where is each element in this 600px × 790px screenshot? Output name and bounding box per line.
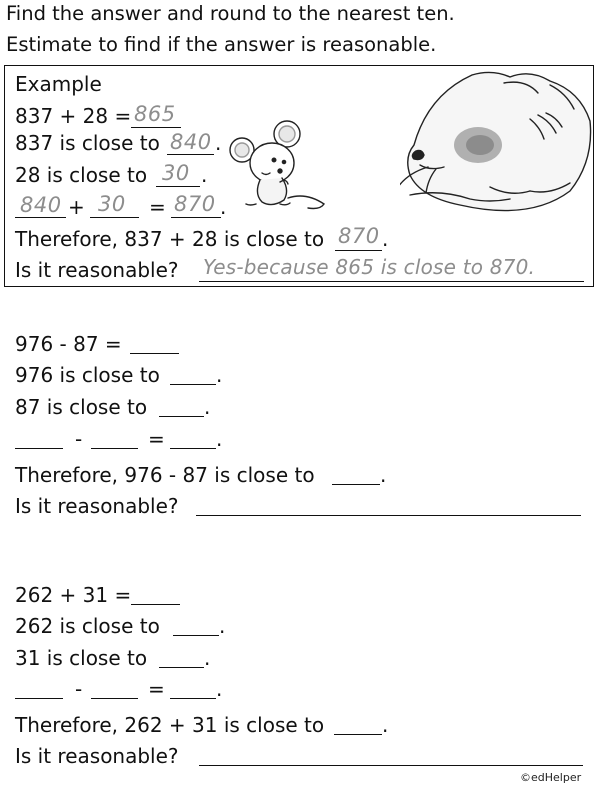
- problem2-therefore: Therefore, 262 + 31 is close to: [15, 713, 325, 737]
- problem2-close2-period: .: [204, 646, 211, 670]
- example-answer: 865: [134, 102, 176, 126]
- example-sum-b: 30: [98, 192, 126, 216]
- example-close1-blank: [167, 154, 214, 155]
- mouse-illustration: [222, 118, 327, 218]
- problem2-close1-blank[interactable]: [173, 635, 219, 636]
- problem1-close1-blank[interactable]: [170, 384, 216, 385]
- problem2-close2-blank[interactable]: [159, 667, 204, 668]
- example-close2-value: 30: [162, 161, 190, 185]
- problem1-close1: 976 is close to: [15, 363, 160, 387]
- example-reasonable-blank: [199, 281, 584, 282]
- example-sum-period: .: [220, 195, 227, 219]
- example-close1-period: .: [215, 131, 222, 155]
- example-reasonable-question: Is it reasonable?: [15, 258, 179, 282]
- problem1-therefore: Therefore, 976 - 87 is close to: [15, 463, 315, 487]
- example-sum-result-blank: [171, 217, 221, 218]
- problem1-est-b-blank[interactable]: [91, 448, 138, 449]
- example-equation: 837 + 28 =: [15, 104, 132, 128]
- problem2-reasonable-blank[interactable]: [199, 765, 583, 766]
- problem1-eq: =: [148, 427, 165, 451]
- problem1-close1-period: .: [216, 363, 223, 387]
- problem1-therefore-blank[interactable]: [332, 484, 380, 485]
- example-close2-text: 28 is close to: [15, 163, 148, 187]
- problem1-reasonable-blank[interactable]: [196, 515, 581, 516]
- example-close2-blank: [156, 186, 200, 187]
- problem1-close2: 87 is close to: [15, 395, 148, 419]
- example-reasonable-answer: Yes-because 865 is close to 870.: [203, 255, 536, 279]
- problem1-therefore-period: .: [380, 463, 387, 487]
- example-therefore-period: .: [382, 227, 389, 251]
- example-close2-period: .: [201, 163, 208, 187]
- problem2-op: -: [75, 677, 83, 701]
- problem2-est-a-blank[interactable]: [15, 698, 63, 699]
- problem1-question: Is it reasonable?: [15, 494, 179, 518]
- problem1-est-result-blank[interactable]: [170, 448, 216, 449]
- problem2-eq: =: [148, 677, 165, 701]
- problem1-op: -: [75, 427, 83, 451]
- example-therefore-blank: [335, 250, 382, 251]
- problem2-close2: 31 is close to: [15, 646, 148, 670]
- problem2-answer-blank[interactable]: [131, 604, 180, 605]
- problem2-close1: 262 is close to: [15, 614, 160, 638]
- problem1-close2-period: .: [204, 395, 211, 419]
- problem2-est-b-blank[interactable]: [91, 698, 138, 699]
- problem2-est-period: .: [216, 677, 223, 701]
- example-close1-text: 837 is close to: [15, 131, 160, 155]
- example-sum-a: 840: [20, 193, 62, 217]
- instruction-line-2: Estimate to find if the answer is reasonable.: [6, 33, 437, 56]
- problem1-est-period: .: [216, 427, 223, 451]
- example-sum-b-blank: [90, 217, 139, 218]
- example-heading: Example: [15, 72, 102, 96]
- problem2-therefore-blank[interactable]: [334, 734, 382, 735]
- problem2-question: Is it reasonable?: [15, 744, 179, 768]
- example-sum-a-blank: [15, 217, 66, 218]
- example-therefore-value: 870: [338, 224, 380, 248]
- example-close1-value: 840: [170, 130, 212, 154]
- problem1-answer-blank[interactable]: [130, 353, 179, 354]
- problem1-equation: 976 - 87 =: [15, 332, 122, 356]
- problem1-est-a-blank[interactable]: [15, 448, 63, 449]
- problem2-est-result-blank[interactable]: [170, 698, 216, 699]
- cat-illustration: [400, 67, 593, 217]
- problem2-therefore-period: .: [382, 713, 389, 737]
- problem2-equation: 262 + 31 =: [15, 583, 132, 607]
- instruction-line-1: Find the answer and round to the nearest ten.: [6, 2, 455, 25]
- problem1-close2-blank[interactable]: [159, 416, 204, 417]
- example-therefore-text: Therefore, 837 + 28 is close to: [15, 227, 325, 251]
- example-sum-op: +: [68, 195, 85, 219]
- example-answer-blank: [131, 127, 181, 128]
- example-sum-eq: =: [149, 195, 166, 219]
- copyright-credit: ©edHelper: [520, 771, 582, 784]
- problem2-close1-period: .: [219, 614, 226, 638]
- example-sum-result: 870: [174, 192, 216, 216]
